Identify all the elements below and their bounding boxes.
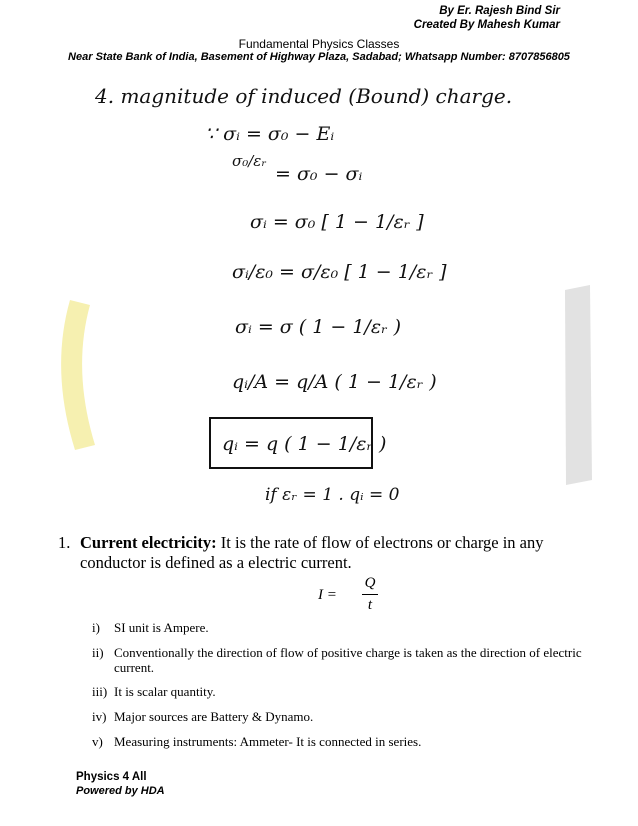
section-definition: It is the rate of flow of electrons or charge in any conductor is defined as a electric current.: [80, 533, 544, 572]
watermark-left-arc: [61, 300, 95, 450]
equation-line-5: σᵢ = σ ( 1 − 1/εᵣ ): [235, 316, 402, 338]
list-item: v) Measuring instruments: Ammeter- It is connected in series.: [92, 734, 422, 749]
institute-address: Near State Bank of India, Basement of Highway Plaza, Sadabad; Whatsapp Number: 8707856805: [68, 51, 570, 63]
formula-denominator: t: [367, 597, 373, 613]
equation-line-4: σᵢ/ε₀ = σ/ε₀ [ 1 − 1/εᵣ ]: [232, 261, 447, 283]
equation-line-2-frac: σ₀/εᵣ: [232, 152, 267, 170]
equation-line-2: = σ₀ − σᵢ: [275, 163, 363, 185]
formula-numerator: Q: [364, 575, 376, 591]
fraction-bar: [362, 594, 378, 595]
footer-brand: Physics 4 All: [76, 771, 147, 783]
list-item: iii) It is scalar quantity.: [92, 684, 216, 699]
creator-credit: Created By Mahesh Kumar: [413, 19, 560, 31]
institute-name: Fundamental Physics Classes: [238, 37, 400, 51]
equation-condition: if εᵣ = 1 . qᵢ = 0: [265, 485, 400, 505]
equation-line-1: ∵ σᵢ = σ₀ − Eᵢ: [205, 123, 335, 145]
equation-line-6: qᵢ/A = q/A ( 1 − 1/εᵣ ): [232, 371, 437, 393]
equation-line-3: σᵢ = σ₀ [ 1 − 1/εᵣ ]: [250, 211, 424, 233]
section-term: Current electricity:: [80, 533, 217, 552]
list-item: iv) Major sources are Battery & Dynamo.: [92, 709, 314, 724]
notes-title: 4. magnitude of induced (Bound) charge.: [95, 84, 513, 108]
formula-lhs: I =: [318, 587, 337, 603]
author-credit: By Er. Rajesh Bind Sir: [439, 5, 560, 17]
section-number: 1.: [58, 533, 71, 552]
current-formula: [0, 574, 638, 614]
section-current-electricity: [58, 533, 578, 573]
list-item: ii) Conventionally the direction of flow of positive charge is taken as the direction of electric current.: [92, 645, 582, 675]
list-item: i) SI unit is Ampere.: [92, 620, 209, 635]
equation-line-7: qᵢ = q ( 1 − 1/εᵣ ): [222, 433, 387, 455]
footer-powered-by: Powered by HDA: [76, 785, 165, 797]
watermark-right-bar: [565, 285, 592, 485]
